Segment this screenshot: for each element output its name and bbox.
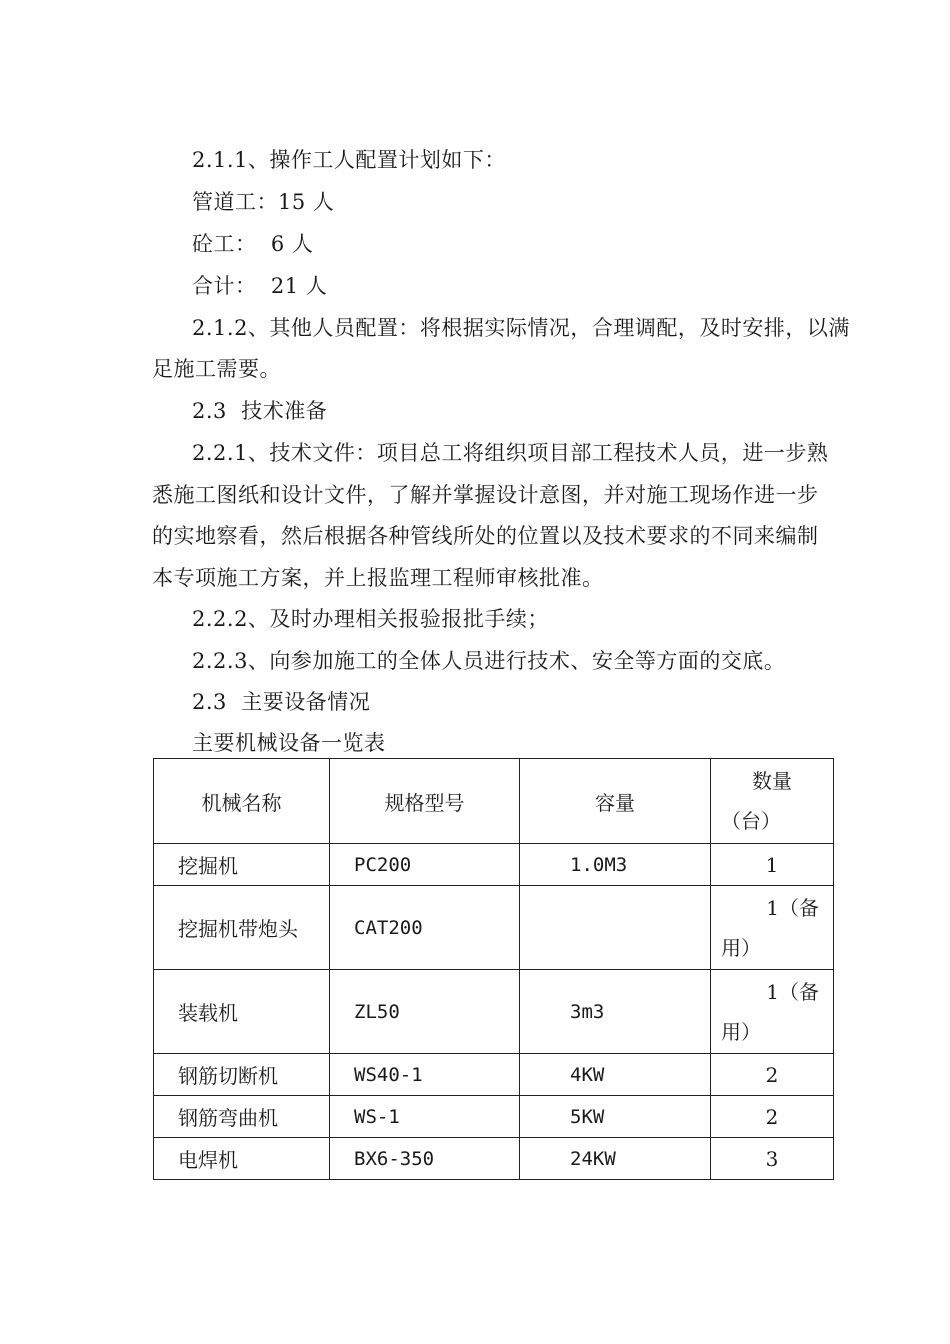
table-caption: 主要机械设备一览表 — [192, 731, 386, 755]
cell-machine-name: 电焊机 — [154, 1138, 330, 1180]
cell-capacity: 4KW — [520, 1054, 711, 1096]
header-quantity-label: 数量 — [752, 769, 792, 793]
paragraph-tech-docs-line2: 悉施工图纸和设计文件，了解并掌握设计意图，并对施工现场作进一步 — [152, 483, 819, 507]
cell-machine-name: 钢筋切断机 — [154, 1054, 330, 1096]
paragraph-tech-docs-line1: 2.2.1、技术文件：项目总工将组织项目部工程技术人员，进一步熟 — [192, 441, 829, 465]
paragraph-total-workers: 合计： 21 人 — [192, 274, 328, 298]
cell-capacity: 3m3 — [520, 970, 711, 1054]
cell-quantity — [711, 970, 834, 1054]
cell-quantity-line1: 1（备 — [766, 895, 819, 920]
header-quantity — [711, 759, 834, 844]
cell-machine-name: 挖掘机 — [154, 844, 330, 886]
cell-capacity: 24KW — [520, 1138, 711, 1180]
table-row — [154, 1096, 834, 1138]
cell-model: WS-1 — [330, 1096, 520, 1138]
cell-capacity — [520, 886, 711, 970]
cell-model: CAT200 — [330, 886, 520, 970]
header-model: 规格型号 — [330, 759, 520, 844]
paragraph-tech-docs-line4: 本专项施工方案，并上报监理工程师审核批准。 — [152, 566, 604, 590]
header-quantity-unit: （台） — [721, 809, 781, 833]
paragraph-other-staff-line2: 足施工需要。 — [152, 357, 281, 381]
header-capacity: 容量 — [520, 759, 711, 844]
cell-machine-name: 挖掘机带炮头 — [154, 886, 330, 970]
cell-quantity-line1: 1（备 — [766, 979, 819, 1004]
cell-model: ZL50 — [330, 970, 520, 1054]
cell-model: PC200 — [330, 844, 520, 886]
paragraph-worker-plan: 2.1.1、操作工人配置计划如下： — [192, 148, 506, 172]
cell-machine-name: 装载机 — [154, 970, 330, 1054]
cell-quantity-line2: 用） — [721, 1019, 761, 1044]
cell-quantity: 2 — [711, 1096, 834, 1138]
cell-capacity: 1.0M3 — [520, 844, 711, 886]
cell-machine-name: 钢筋弯曲机 — [154, 1096, 330, 1138]
equipment-table — [153, 758, 834, 1180]
paragraph-tech-docs-line3: 的实地察看，然后根据各种管线所处的位置以及技术要求的不同来编制 — [152, 524, 819, 548]
section-heading-tech-prep: 2.3 技术准备 — [192, 399, 328, 423]
table-header-row — [154, 759, 834, 844]
cell-model: WS40-1 — [330, 1054, 520, 1096]
table-row — [154, 886, 834, 970]
cell-quantity: 1 — [711, 844, 834, 886]
cell-model: BX6-350 — [330, 1138, 520, 1180]
cell-capacity: 5KW — [520, 1096, 711, 1138]
cell-quantity — [711, 886, 834, 970]
table-row — [154, 844, 834, 886]
cell-quantity-line2: 用） — [721, 935, 761, 960]
table-row — [154, 1138, 834, 1180]
paragraph-other-staff-line1: 2.1.2、其他人员配置：将根据实际情况，合理调配，及时安排，以满 — [192, 316, 850, 340]
section-heading-equipment: 2.3 主要设备情况 — [192, 690, 371, 714]
header-machine-name: 机械名称 — [154, 759, 330, 844]
paragraph-approval: 2.2.2、及时办理相关报验报批手续； — [192, 607, 549, 631]
paragraph-pipe-workers: 管道工：15 人 — [192, 190, 335, 214]
cell-quantity: 2 — [711, 1054, 834, 1096]
paragraph-briefing: 2.2.3、向参加施工的全体人员进行技术、安全等方面的交底。 — [192, 649, 786, 673]
table-row — [154, 1054, 834, 1096]
cell-quantity: 3 — [711, 1138, 834, 1180]
table-row — [154, 970, 834, 1054]
paragraph-concrete-workers: 砼工： 6 人 — [192, 232, 314, 256]
